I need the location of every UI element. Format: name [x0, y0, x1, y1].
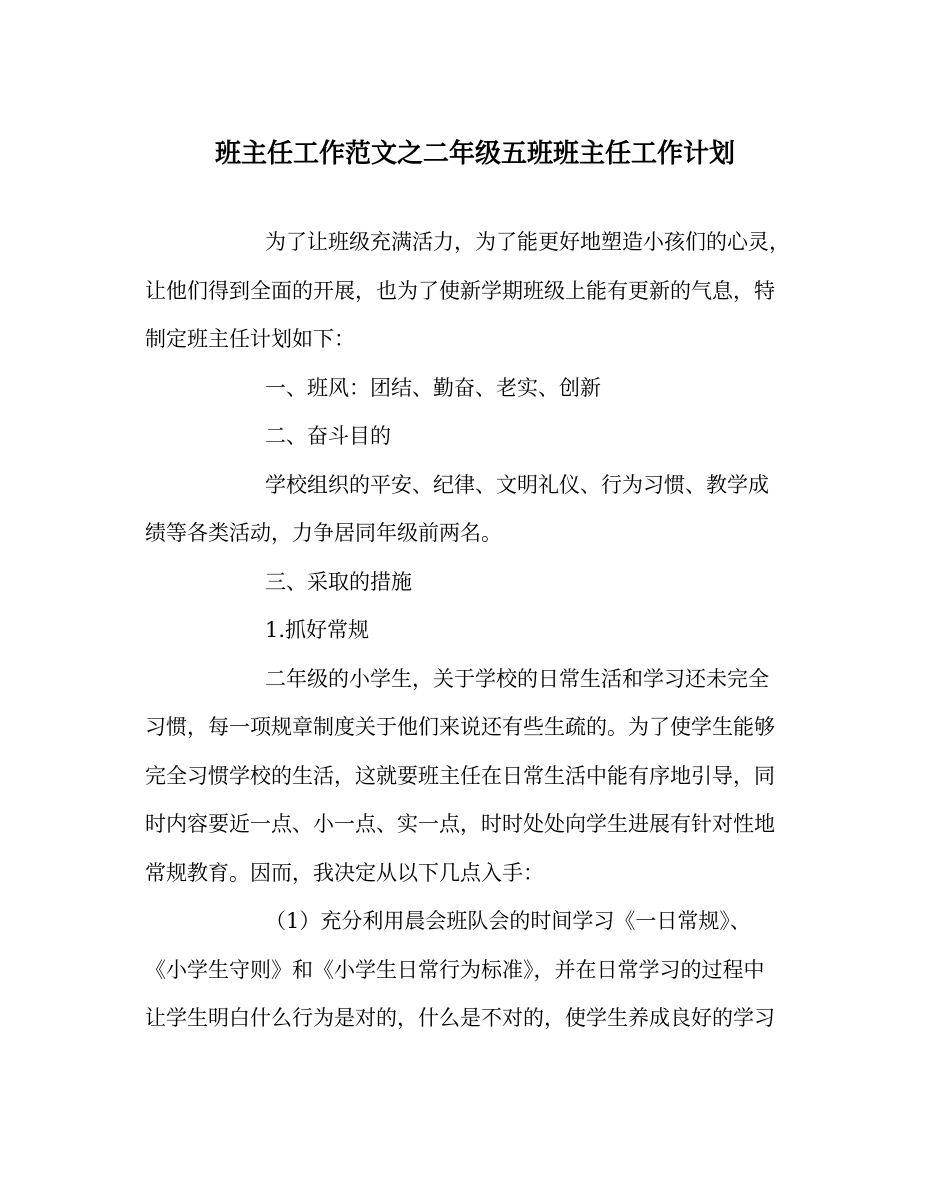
- list-item-line: （1）充分利用晨会班队会的时间学习《一日常规》、: [265, 909, 751, 933]
- paragraph-line: 让他们得到全面的开展，也为了使新学期班级上能有更新的气息，特: [145, 278, 775, 303]
- paragraph-line: 完全习惯学校的生活，这就要班主任在日常生活中能有序地引导，同: [145, 763, 775, 788]
- document-body: [145, 218, 805, 1043]
- paragraph-line: 时内容要近一点、小一点、实一点，时时处处向学生进展有针对性地: [145, 812, 775, 836]
- paragraph-line: 制定班主任计划如下：: [145, 327, 355, 351]
- paragraph-line: 二年级的小学生，关于学校的日常生活和学习还未完全: [265, 666, 769, 691]
- subsection-heading: 1.抓好常规: [265, 618, 370, 642]
- paragraph-line: 让学生明白什么行为是对的，什么是不对的，使学生养成良好的学习: [145, 1006, 775, 1030]
- paragraph-line: 《小学生守则》和《小学生日常行为标准》，并在日常学习的过程中: [145, 957, 765, 982]
- section-heading: 二、奋斗目的: [265, 424, 391, 448]
- section-heading: 三、采取的措施: [265, 569, 412, 594]
- paragraph-line: 学校组织的平安、纪律、文明礼仪、行为习惯、教学成: [265, 472, 769, 497]
- section-heading: 一、班风：团结、勤奋、老实、创新: [265, 375, 601, 400]
- paragraph-line: 习惯，每一项规章制度关于他们来说还有些生疏的。为了使学生能够: [145, 715, 775, 739]
- paragraph-line: 绩等各类活动，力争居同年级前两名。: [145, 521, 502, 545]
- paragraph-line: 常规教育。因而，我决定从以下几点入手：: [145, 860, 544, 885]
- document-title: 班主任工作范文之二年级五班班主任工作计划: [214, 139, 735, 169]
- paragraph-line: 为了让班级充满活力，为了能更好地塑造小孩们的心灵，: [265, 230, 790, 254]
